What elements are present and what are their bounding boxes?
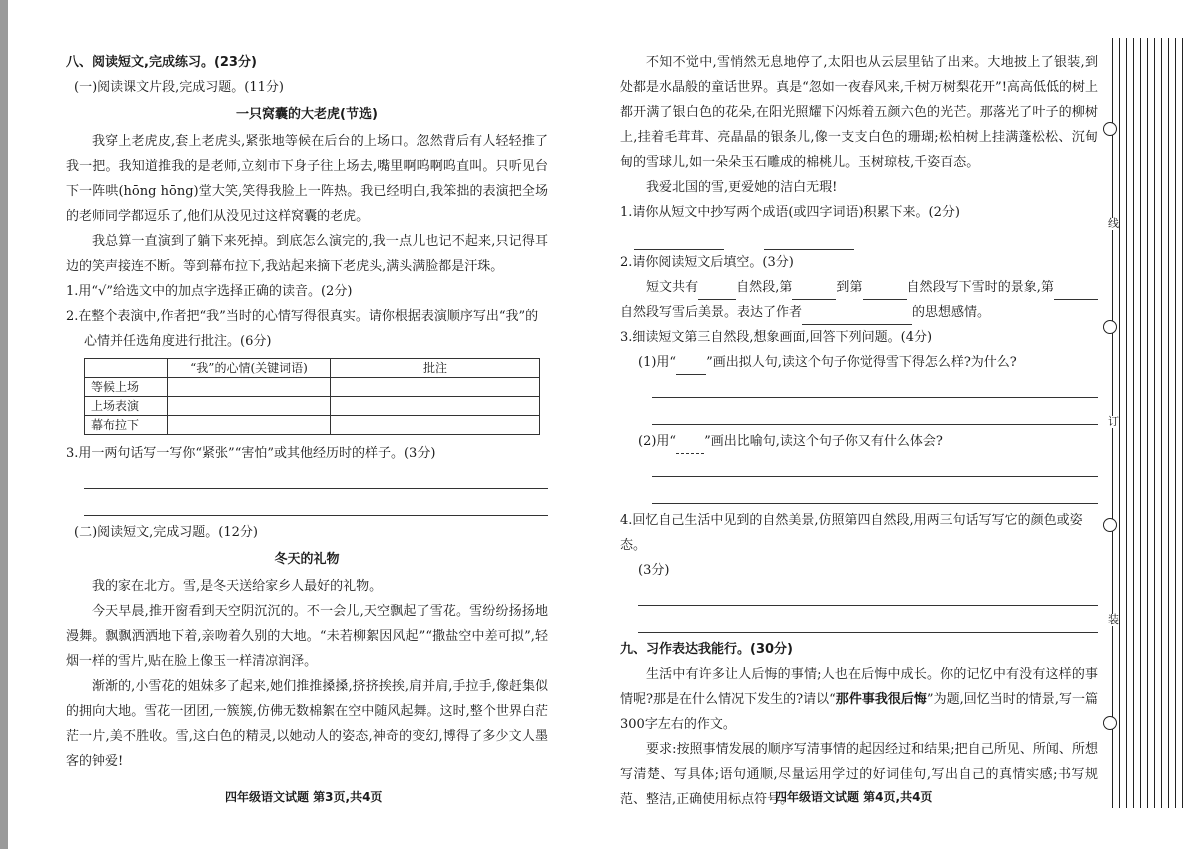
essay-requirements: 要求:按照事情发展的顺序写清事情的起因经过和结果;把自己所见、所闻、所想写清楚、写具体;语句通顺,尽量运用学过的好词佳句,写出自己的真情实感;书写规范、整洁,正确使用标点符号。 [620, 742, 1098, 807]
q-text: (2)用“ [638, 434, 677, 449]
q-text: (1)用“ [638, 355, 677, 370]
binding-margin [1108, 38, 1190, 808]
answer-blank[interactable] [792, 283, 836, 300]
answer-cell[interactable] [331, 378, 540, 397]
question-1: 1.请你从短文中抄写两个成语(或四字词语)积累下来。(2分) [620, 205, 960, 220]
answer-line[interactable] [84, 466, 548, 489]
answer-blank[interactable] [634, 231, 724, 250]
answer-line[interactable] [652, 402, 1098, 425]
left-page [66, 50, 548, 774]
question-3-1 [620, 350, 1098, 375]
story-1-paragraph: 我穿上老虎皮,套上老虎头,紧张地等候在后台的上场口。忽然背后有人轻轻推了我一把。我知道推我的是老师,立刻市下身子往上场去,嘴里啊呜啊呜直叫。只听见台下一阵哄(hōng hōng)堂大笑,笑得我脸上一阵热。我已经明白,我笨拙的表演把全场的老师同学都逗乐了,他们从没见过这样窝囊的老虎。 [66, 134, 548, 224]
question-3-2 [620, 429, 1098, 454]
wavy-line-marker [676, 439, 704, 454]
question-2: 2.在整个表演中,作者把“我”当时的心情写得很真实。请你根据表演顺序写出“我”的心情并任选角度进行批注。(6分) [66, 309, 539, 349]
answer-line[interactable] [652, 481, 1098, 504]
prompt-text: 生活中有许多让人后悔的事情;人也在后悔中成长。你的记忆中有没有这样的事情呢?那是在什么情况下发生的?请以“ [620, 667, 1098, 707]
table-header: “我”的心情(关键词语) [168, 359, 331, 378]
story-2-paragraph: 不知不觉中,雪悄然无息地停了,太阳也从云层里钻了出来。大地披上了银装,到处都是水晶般的童话世界。真是“忽如一夜春风来,千树万树梨花开”!高高低低的树上都开满了银白色的花朵,在阳光照耀下闪烁着五颜六色的光芒。那落光了叶子的柳树上,挂着毛茸茸、亮晶晶的银条儿,像一支支白色的珊瑚;松柏树上挂满蓬松松、沉甸甸的雪球儿,如一朵朵玉石雕成的棉桃儿。玉树琼枝,千姿百态。 [620, 55, 1098, 170]
fill-text: 自然段,第 [736, 280, 793, 295]
question-2: 2.请你阅读短文后填空。(3分) [620, 255, 794, 270]
part-1-heading: (一)阅读课文片段,完成习题。(11分) [74, 80, 284, 95]
row-label: 等候上场 [85, 378, 168, 397]
answer-line[interactable] [652, 454, 1098, 477]
table-row [85, 416, 540, 435]
left-page-footer: 四年级语文试题 第3页,共4页 [225, 790, 383, 804]
idiom-answer-row [620, 225, 1098, 250]
answer-blank[interactable] [802, 308, 912, 325]
answer-cell[interactable] [168, 416, 331, 435]
fill-in-text [620, 275, 1098, 325]
story-2-paragraph: 我的家在北方。雪,是冬天送给家乡人最好的礼物。 [92, 579, 383, 594]
essay-prompt [620, 662, 1098, 737]
question-4: 4.回忆自己生活中见到的自然美景,仿照第四自然段,用两三句话写写它的颜色或姿态。 [620, 513, 1083, 553]
story-2-title: 冬天的礼物 [274, 552, 340, 567]
answer-blank[interactable] [698, 283, 736, 300]
answer-line[interactable] [84, 493, 548, 516]
section-8-heading: 八、阅读短文,完成练习。(23分) [66, 55, 257, 70]
answer-cell[interactable] [168, 397, 331, 416]
story-1-title: 一只窝囊的大老虎(节选) [236, 107, 378, 122]
binding-label: 装 [1108, 613, 1119, 626]
question-4-score: (3分) [638, 563, 670, 578]
mood-table [84, 358, 540, 435]
section-9-heading: 九、习作表达我能行。(30分) [620, 642, 793, 657]
story-2-paragraph: 今天早晨,推开窗看到天空阴沉沉的。不一会儿,天空飘起了雪花。雪纷纷扬扬地漫舞。飘飘洒洒地下着,亲吻着久别的大地。“未若柳絮因风起”“撒盐空中差可拟”,轻烟一样的雪片,贴在脸上像玉一样清凉润泽。 [66, 604, 548, 669]
question-3: 3.用一两句话写一写你“紧张”“害怕”或其他经历时的样子。(3分) [66, 446, 436, 461]
binding-label: 线 [1108, 217, 1119, 230]
answer-line[interactable] [652, 375, 1098, 398]
row-label: 上场表演 [85, 397, 168, 416]
question-1: 1.用“√”给选文中的加点字选择正确的读音。(2分) [66, 284, 353, 299]
table-row [85, 397, 540, 416]
answer-blank[interactable] [1054, 283, 1098, 300]
binding-hole-icon [1103, 518, 1117, 532]
fill-text: 短文共有 [646, 280, 699, 295]
answer-line[interactable] [638, 610, 1098, 633]
fill-text: 自然段写雪后美景。表达了作者 [620, 305, 803, 320]
row-label: 幕布拉下 [85, 416, 168, 435]
prompt-text: ”为题,回忆当时的情景,写一篇300字左右的作文。 [620, 692, 1098, 732]
table-row [85, 378, 540, 397]
right-page-footer: 四年级语文试题 第4页,共4页 [775, 790, 933, 804]
underline-marker [676, 360, 706, 375]
answer-cell[interactable] [331, 416, 540, 435]
answer-cell[interactable] [331, 397, 540, 416]
table-header: 批注 [331, 359, 540, 378]
story-2-paragraph: 我爱北国的雪,更爱她的洁白无瑕! [646, 180, 838, 195]
fill-text: 自然段写下雪时的景象,第 [906, 280, 1054, 295]
essay-title: 那件事我很后悔 [835, 692, 927, 707]
binding-hole-icon [1103, 320, 1117, 334]
answer-line[interactable] [638, 583, 1098, 606]
scan-edge [0, 0, 8, 849]
q-text: ”画出比喻句,读这个句子你又有什么体会? [704, 434, 943, 449]
table-header [85, 359, 168, 378]
fill-text: 的思想感情。 [912, 305, 991, 320]
story-2-paragraph: 渐渐的,小雪花的姐妹多了起来,她们推推搡搡,挤挤挨挨,肩并肩,手拉手,像赶集似的拥向大地。雪花一团团,一簇簇,仿佛无数棉絮在空中随风起舞。这时,整个世界白茫茫一片,美不胜收。雪,这白色的精灵,以她动人的姿态,神奇的变幻,博得了多少文人墨客的钟爱! [66, 679, 548, 769]
right-page [620, 50, 1098, 812]
fill-text: 到第 [836, 280, 863, 295]
binding-hole-icon [1103, 716, 1117, 730]
binding-label: 订 [1108, 415, 1119, 428]
answer-cell[interactable] [168, 378, 331, 397]
answer-blank[interactable] [764, 231, 854, 250]
question-3: 3.细读短文第三自然段,想象画面,回答下列问题。(4分) [620, 330, 933, 345]
binding-hole-icon [1103, 122, 1117, 136]
story-1-paragraph: 我总算一直演到了躺下来死掉。到底怎么演完的,我一点儿也记不起来,只记得耳边的笑声接连不断。等到幕布拉下,我站起来摘下老虎头,满头满脸都是汗珠。 [66, 234, 548, 274]
q-text: ”画出拟人句,读这个句子你觉得雪下得怎么样?为什么? [706, 355, 1017, 370]
part-2-heading: (二)阅读短文,完成习题。(12分) [74, 525, 258, 540]
answer-blank[interactable] [863, 283, 907, 300]
